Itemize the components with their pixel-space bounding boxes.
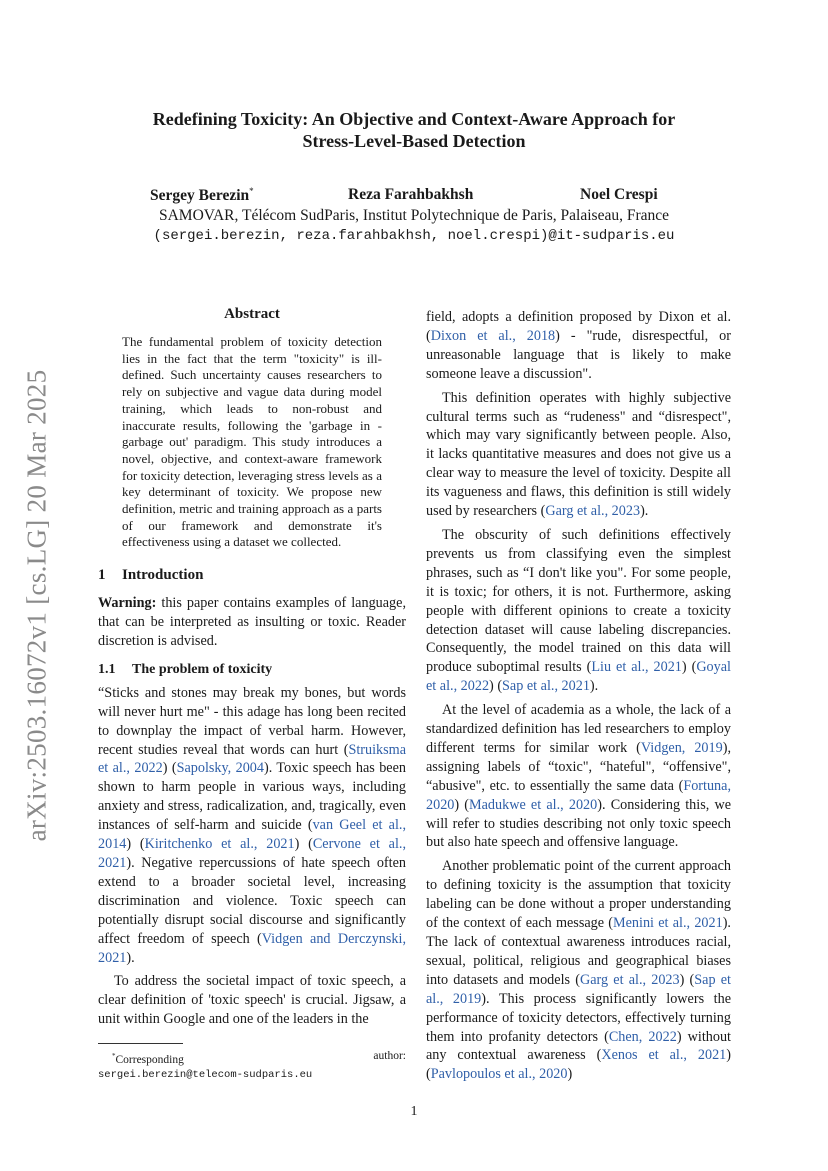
text-run: ) ( xyxy=(294,836,313,853)
affiliation: SAMOVAR, Télécom SudParis, Institut Polytechnique de Paris, Palaiseau, France xyxy=(158,207,669,224)
page-number: 1 xyxy=(410,1104,418,1119)
arxiv-watermark xyxy=(18,360,56,850)
footnote-label-wrap xyxy=(112,1049,184,1068)
text-run: ) ( xyxy=(162,760,177,777)
author-emails: (sergei.berezin, reza.farahbakhsh, noel.crespi)@it-sudparis.eu xyxy=(153,228,675,244)
section-title: Introduction xyxy=(122,567,204,584)
citation-link[interactable]: Menini et al., 2021 xyxy=(613,915,723,932)
citation-link[interactable]: Struiksma et al., 2022 xyxy=(98,741,406,777)
text-run: ). Toxic speech has been shown to harm people in various ways, including anxiety and stress, radicalization, and, tragically, even instances of self-harm and suicide ( xyxy=(98,760,406,834)
citation-link[interactable]: Madukwe et al., 2020 xyxy=(469,796,598,813)
text-run: ). xyxy=(589,678,599,695)
subsection-number: 1.1 xyxy=(98,661,116,677)
text-run: ) without any contextual awareness ( xyxy=(426,1028,731,1064)
citation-link[interactable]: Cervone et al., 2021 xyxy=(98,836,406,872)
left-column xyxy=(98,306,406,1029)
text-run: ). xyxy=(640,503,649,520)
text-run: ) - "rude, disrespectful, or unreasonable language that is likely to make someone leave a discussion". xyxy=(426,327,731,382)
text-run: This definition operates with highly subjective cultural terms such as “rudeness" and “disrespect", which may vary significantly between people. Also, it lacks quantitative measures and does not give us a clear way to measure the level of toxicity. Despite all its vagueness and flaws, this definition is still widely used by researchers ( xyxy=(426,389,731,520)
citation-link[interactable]: Fortuna, 2020 xyxy=(426,777,731,813)
warning-paragraph xyxy=(98,594,406,651)
text-run: ) ( xyxy=(126,836,145,853)
paragraph-obscurity xyxy=(426,526,731,696)
citation-link[interactable]: Kiritchenko et al., 2021 xyxy=(144,836,295,853)
right-column xyxy=(426,308,731,1084)
title-line-1: Redefining Toxicity: An Objective and Context-Aware Approach for xyxy=(152,109,676,129)
footnote xyxy=(98,1049,406,1083)
citation-link[interactable]: Garg et al., 2023 xyxy=(545,503,641,520)
footnote-mark: * xyxy=(112,1052,116,1060)
abstract-heading: Abstract xyxy=(224,306,280,322)
text-run: ). Negative repercussions of hate speech often extend to a broader societal level, increasing discrimination and violence. Toxic speech can potentially disrupt social discourse and significantly affect freedom of speech ( xyxy=(98,855,406,947)
citation-link[interactable]: Goyal et al., 2022 xyxy=(426,659,731,695)
paragraph-subjective-terms xyxy=(426,389,731,521)
subsection-title: The problem of toxicity xyxy=(132,661,273,677)
abstract-text: The fundamental problem of toxicity detection lies in the fact that the term "toxicity" is ill-defined. Such uncertainty causes researchers to rely on subjective and vague data during model training, which leads to non-robust and inaccurate results, following the 'garbage in - garbage out' paradigm. This study introduces a novel, objective, and context-aware framework for toxicity detection, leveraging stress levels as a key determinant of toxicity. We propose new definition, metric and training approach as a parts of our framework and demonstrate it's effectiveness using a dataset we collected. xyxy=(122,334,382,550)
footnote-email: sergei.berezin@telecom-sudparis.eu xyxy=(98,1068,313,1081)
warning-text: this paper contains examples of language, that can be interpreted as insulting or toxic. Reader discretion is advised. xyxy=(98,595,406,649)
arxiv-id: arXiv:2503.16072v1 [cs.LG] 20 Mar 2025 xyxy=(21,369,52,841)
paragraph-sticks-and-stones xyxy=(98,684,406,968)
text-run: ) ( xyxy=(426,1047,731,1083)
footnote-divider xyxy=(98,1043,183,1044)
citation-link[interactable]: Sap et al., 2019 xyxy=(426,971,731,1007)
citation-link[interactable]: Vidgen, 2019 xyxy=(640,739,723,756)
text-run: ) ( xyxy=(681,659,697,676)
footnote-line xyxy=(98,1049,406,1068)
text-run: At the level of academia as a whole, the lack of a standardized definition has led researchers to employ different terms for similar work ( xyxy=(426,702,731,756)
paper-title xyxy=(80,108,748,152)
text-run: ). The lack of contextual awareness introduces racial, sexual, political, religious and geographical biases into datasets and models ( xyxy=(426,915,731,988)
text-run: ). Considering this, we will refer to studies describing not only toxic speech but also hate speech and offensive language. xyxy=(426,796,732,851)
text-run: field, adopts a definition proposed by Dixon et al. ( xyxy=(426,309,731,344)
text-run: ) ( xyxy=(454,796,470,813)
citation-link[interactable]: Vidgen and Derczynski, 2021 xyxy=(98,930,406,966)
text-run: “Sticks and stones may break my bones, but words will never hurt me" - this adage has long been recited to downplay the impact of verbal harm. However, recent studies reveal that words can hurt ( xyxy=(98,684,406,758)
text-run: The obscurity of such definitions effectively prevents us from classifying even the simplest phrases, such as “I don't like you". For some people, it is toxic; for others, it is not. Furthermore, asking people with different opinions to create a toxicity detection dataset will cause labeling discrepancies. Consequently, the model trained on this data will produce suboptimal results ( xyxy=(426,526,731,676)
warning-label: Warning: xyxy=(98,595,157,612)
author-3: Noel Crespi xyxy=(580,186,658,203)
text-run: ). This process significantly lowers the performance of toxicity detectors, effectively turning them into profanity detectors ( xyxy=(426,990,731,1045)
citation-link[interactable]: Xenos et al., 2021 xyxy=(601,1047,727,1064)
citation-link[interactable]: Dixon et al., 2018 xyxy=(430,327,556,344)
citation-link[interactable]: Garg et al., 2023 xyxy=(579,971,680,988)
citation-link[interactable]: Sapolsky, 2004 xyxy=(176,760,264,777)
corresponding-mark: * xyxy=(249,186,254,196)
citation-link[interactable]: Sap et al., 2021 xyxy=(502,678,590,695)
text-run: ). xyxy=(126,949,135,966)
paragraph-definition-intro: To address the societal impact of toxic speech, a clear definition of 'toxic speech' is crucial. Jigsaw, a unit within Google and one of the leaders in the xyxy=(98,973,406,1028)
paragraph-jigsaw-definition xyxy=(426,308,731,384)
citation-link[interactable]: Pavlopoulos et al., 2020 xyxy=(430,1066,568,1083)
paragraph-context xyxy=(426,857,731,1084)
text-run: ), assigning labels of “toxic", “hateful", “offensive", “abusive", etc. to essentially the same data ( xyxy=(426,739,731,794)
text-run: ) xyxy=(567,1066,573,1083)
citation-link[interactable]: Chen, 2022 xyxy=(608,1028,677,1045)
subsection-heading xyxy=(98,662,406,678)
footnote-label: Corresponding xyxy=(115,1053,184,1066)
author-2: Reza Farahbakhsh xyxy=(348,186,474,203)
footnote-label-2: author: xyxy=(373,1050,406,1062)
title-line-2: Stress-Level-Based Detection xyxy=(302,131,526,151)
citation-link[interactable]: van Geel et al., 2014 xyxy=(98,817,406,853)
section-heading-introduction xyxy=(98,567,406,584)
text-run: Another problematic point of the current approach to defining toxicity is the assumption that toxicity labeling can be done without a proper understanding of the context of each message ( xyxy=(426,858,731,932)
author-name: Sergey Berezin xyxy=(150,187,250,205)
text-run: ) ( xyxy=(679,971,695,988)
author-1 xyxy=(150,186,254,205)
section-number: 1 xyxy=(98,567,106,584)
text-run: ) ( xyxy=(489,678,503,695)
citation-link[interactable]: Liu et al., 2021 xyxy=(591,659,682,676)
paragraph-academia xyxy=(426,701,731,852)
